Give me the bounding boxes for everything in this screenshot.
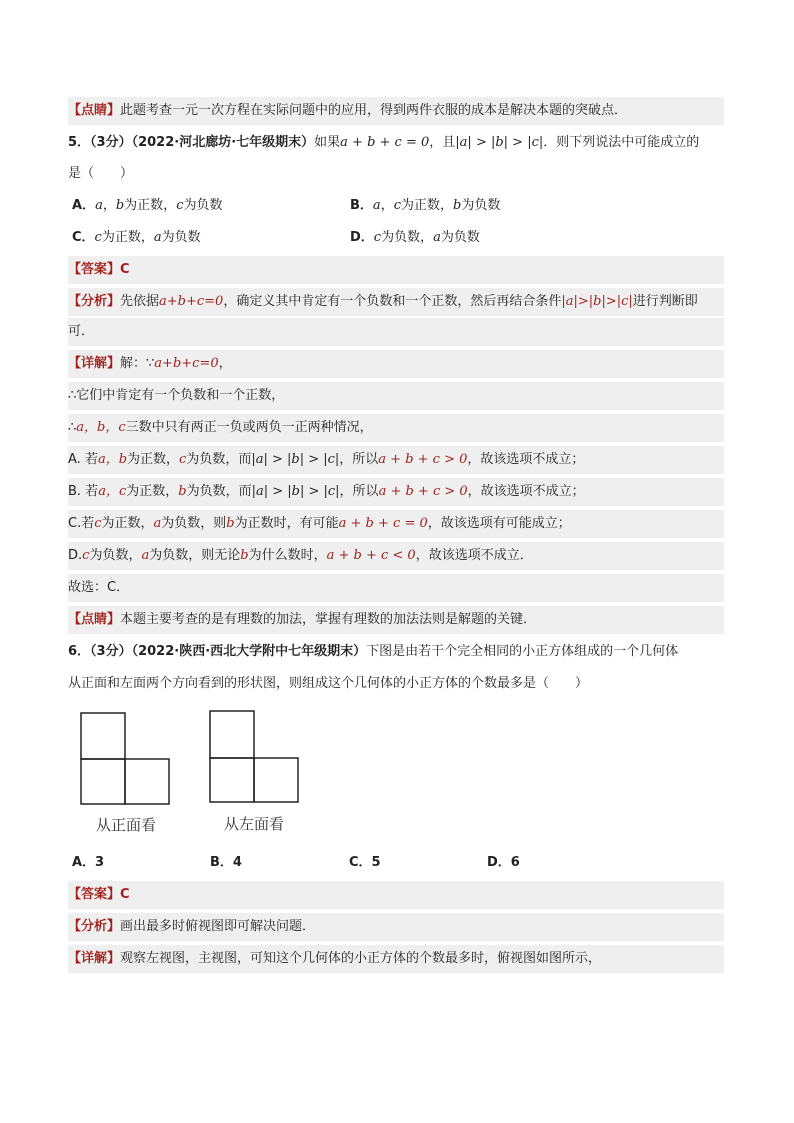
math: |a| > |b| > |c| — [251, 452, 340, 467]
q5-detail-line-d — [68, 542, 724, 570]
analysis-text: 可． — [68, 324, 95, 339]
detail-text: ，故该选项有可能成立； — [427, 516, 571, 531]
option-label: C． — [72, 230, 95, 245]
math: c — [94, 516, 102, 531]
detail-text: ，故该选项不成立． — [415, 548, 533, 563]
q6-stem-line2 — [68, 670, 724, 698]
q5-answer — [68, 256, 724, 284]
math-condition: a + b + c = 0 — [340, 135, 430, 150]
left-view-square — [210, 711, 254, 758]
option-text: 为正数， — [400, 198, 453, 213]
math: a，b，c — [76, 420, 126, 435]
math: a，c — [98, 484, 127, 499]
option-text: 为负数 — [161, 230, 201, 245]
detail-text: A. 若 — [68, 452, 98, 467]
option-text: 为正数， — [101, 230, 154, 245]
q5-detail-line-b — [68, 478, 724, 506]
tip-text: 本题主要考查的是有理数的加法，掌握有理数的加法法则是解题的关键． — [120, 612, 537, 627]
option-text: 为负数 — [183, 198, 223, 213]
left-view-caption: 从左面看 — [224, 815, 285, 833]
analysis-text: 进行判断即 — [632, 294, 698, 309]
tip-text: 此题考查一元一次方程在实际问题中的应用，得到两件衣服的成本是解决本题的突破点． — [120, 103, 628, 118]
var: a — [372, 198, 381, 213]
option-d — [350, 226, 480, 250]
front-view-caption: 从正面看 — [96, 816, 157, 834]
detail-text: 观察左视图，主视图，可知这个几何体的小正方体的个数最多时，俯视图如图所示， — [120, 951, 602, 966]
tip-tag: 【点睛】 — [68, 103, 121, 118]
detail-text: 为正数， — [101, 516, 154, 531]
var: b — [453, 198, 462, 213]
var: b — [115, 198, 125, 213]
q5-stem-line1 — [68, 129, 724, 157]
answer-tag: 【答案】 — [68, 887, 121, 902]
stem-text: 下图是由若干个完全相同的小正方体组成的一个几何体 — [366, 644, 679, 659]
math: b — [178, 484, 187, 499]
q5-choose — [68, 574, 724, 602]
detail-text: ，故该选项不成立； — [467, 484, 585, 499]
math: a + b + c = 0 — [338, 516, 428, 531]
option-text: 为正数， — [124, 198, 177, 213]
detail-text: 为负数，而 — [186, 484, 252, 499]
question-number: 5．（3分）（2022·河北廊坊·七年级期末） — [68, 135, 315, 150]
detail-text: D. — [68, 548, 83, 563]
detail-text: ∴它们中肯定有一个负数和一个正数， — [68, 388, 285, 403]
detail-text: C.若 — [68, 516, 95, 531]
math: c — [179, 452, 187, 467]
q5-stem-line2 — [68, 160, 724, 188]
option-b: B．4 — [210, 855, 242, 870]
math: a + b + c < 0 — [326, 548, 416, 563]
q5-analysis-line2 — [68, 318, 724, 346]
q4-tip-line — [68, 97, 724, 125]
option-text: 为负数， — [381, 230, 434, 245]
question-number: 6．（3分）（2022·陕西·西北大学附中七年级期末） — [68, 644, 367, 659]
tip-tag: 【点睛】 — [68, 612, 121, 627]
q5-detail-line1 — [68, 350, 724, 378]
math: a + b + c > 0 — [378, 484, 468, 499]
analysis-tag: 【分析】 — [68, 294, 121, 309]
detail-text: 为负数， — [89, 548, 142, 563]
left-view-square — [210, 758, 254, 802]
analysis-text: ，确定义其中肯定有一个负数和一个正数，然后再结合条件 — [223, 294, 562, 309]
analysis-tag: 【分析】 — [68, 919, 121, 934]
detail-text: ，所以 — [339, 452, 379, 467]
q5-tip — [68, 606, 724, 634]
option-label: D． — [350, 230, 374, 245]
detail-text: 为正数， — [127, 452, 180, 467]
detail-text: 为负数，而 — [186, 452, 252, 467]
stem-text: ．则下列说法中可能成立的 — [543, 135, 700, 150]
math: b — [226, 516, 235, 531]
math: a — [141, 548, 150, 563]
option-d: D．6 — [487, 855, 520, 870]
math: c — [82, 548, 90, 563]
detail-text: ，所以 — [339, 484, 379, 499]
var: a — [153, 230, 162, 245]
front-view-figure — [80, 712, 172, 806]
option-text: 为负数 — [440, 230, 480, 245]
detail-text: 故选：C． — [68, 580, 130, 595]
q6-detail — [68, 945, 724, 973]
detail-text: 为正数， — [126, 484, 179, 499]
math: a，b — [97, 452, 128, 467]
q5-detail-line2 — [68, 382, 724, 410]
q5-analysis-line1 — [68, 288, 724, 316]
detail-text: 为负数，则无论 — [149, 548, 241, 563]
analysis-text: 先依据 — [120, 294, 160, 309]
stem-text: 是（ ） — [68, 166, 134, 181]
var: a — [95, 198, 103, 213]
detail-text: 解：∵ — [120, 356, 155, 371]
front-view-square — [81, 713, 125, 759]
math: a — [153, 516, 162, 531]
answer-value: C — [120, 887, 130, 902]
option-label: B． — [350, 198, 373, 213]
math: a + b + c > 0 — [378, 452, 468, 467]
var: c — [94, 230, 102, 245]
detail-text: ， — [218, 356, 232, 371]
detail-text: ，故该选项不成立； — [467, 452, 585, 467]
detail-text: 为什么数时， — [248, 548, 327, 563]
var: a — [433, 230, 441, 245]
left-view-square — [254, 758, 298, 802]
math: a+b+c=0 — [154, 356, 219, 371]
sep: ， — [102, 198, 116, 213]
q6-stem-line1 — [68, 638, 724, 666]
answer-tag: 【答案】 — [68, 262, 121, 277]
stem-text: ，且 — [429, 135, 456, 150]
math: b — [240, 548, 249, 563]
answer-value: C — [120, 262, 130, 277]
detail-text: 为正数时，有可能 — [234, 516, 339, 531]
left-view-figure — [209, 710, 301, 804]
sep: ， — [380, 198, 394, 213]
stem-text: 从正面和左面两个方向看到的形状图，则组成这个几何体的小正方体的个数最多是（ ） — [68, 676, 589, 691]
q6-analysis — [68, 913, 724, 941]
detail-text: 三数中只有两正一负或两负一正两种情况， — [125, 420, 373, 435]
front-view-square — [81, 759, 125, 804]
var: c — [176, 198, 184, 213]
detail-tag: 【详解】 — [68, 951, 121, 966]
option-a — [72, 194, 222, 218]
detail-text: 为负数，则 — [161, 516, 227, 531]
q6-answer — [68, 881, 724, 909]
option-label: A． — [72, 198, 96, 213]
math: |a| > |b| > |c| — [251, 484, 340, 499]
math-condition: |a| > |b| > |c| — [455, 135, 544, 150]
option-a: A．3 — [72, 855, 105, 870]
detail-tag: 【详解】 — [68, 356, 121, 371]
option-b — [350, 194, 500, 218]
math: |a|>|b|>|c| — [561, 294, 633, 309]
q5-detail-line-c — [68, 510, 724, 538]
analysis-text: 画出最多时俯视图即可解决问题． — [120, 919, 316, 934]
detail-text: B. 若 — [68, 484, 99, 499]
q5-detail-line-a — [68, 446, 724, 474]
var: c — [373, 230, 382, 245]
detail-text: ∴ — [68, 420, 77, 435]
stem-text: 如果 — [314, 135, 341, 150]
option-c: C．5 — [349, 855, 381, 870]
option-c — [72, 226, 201, 250]
var: c — [393, 198, 401, 213]
q5-detail-line3 — [68, 414, 724, 442]
front-view-square — [125, 759, 169, 804]
option-text: 为负数 — [461, 198, 501, 213]
math: a+b+c=0 — [159, 294, 224, 309]
